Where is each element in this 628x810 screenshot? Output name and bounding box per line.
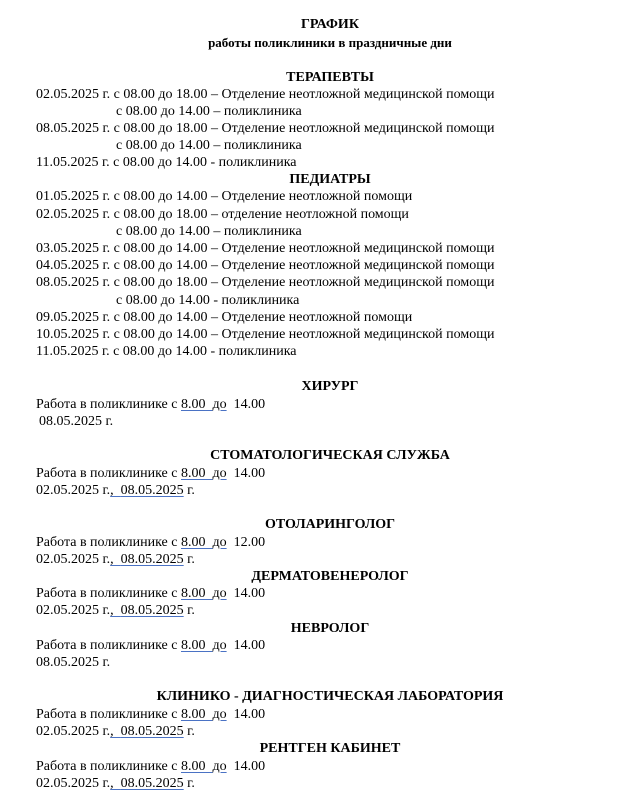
schedule-line: 02.05.2025 г. с 08.00 до 18.00 – отделение неотложной помощи — [36, 207, 409, 222]
work-hours-line — [36, 637, 265, 654]
work-date-first: 02.05.2025 г. — [36, 776, 111, 791]
work-time-range — [181, 638, 227, 653]
work-hours-line — [36, 534, 265, 551]
work-time-mid: до — [212, 638, 227, 653]
schedule-line: с 08.00 до 14.00 - поликлиника — [116, 293, 300, 308]
work-prefix: Работа в поликлинике с — [36, 759, 178, 774]
work-date-second: , 08.05.2025 — [110, 552, 184, 567]
work-time-range — [181, 707, 227, 722]
work-prefix: Работа в поликлинике с — [36, 586, 178, 601]
work-time-to: 14.00 — [233, 586, 266, 601]
work-time-mid: до — [212, 586, 227, 601]
schedule-line: с 08.00 до 14.00 – поликлиника — [116, 104, 302, 119]
work-time-from: 8.00 — [180, 466, 206, 481]
section-heading-therapists: ТЕРАПЕВТЫ — [286, 70, 374, 85]
work-prefix: Работа в поликлинике с — [36, 397, 178, 412]
schedule-line: 03.05.2025 г. с 08.00 до 14.00 – Отделение неотложной медицинской помощи — [36, 241, 495, 256]
schedule-line: с 08.00 до 14.00 – поликлиника — [116, 138, 302, 153]
work-date-second: , 08.05.2025 — [110, 483, 184, 498]
section-heading-surgeon: ХИРУРГ — [301, 379, 359, 394]
section-heading-neurologist: НЕВРОЛОГ — [290, 621, 370, 636]
section-heading-laboratory: КЛИНИКО - ДИАГНОСТИЧЕСКАЯ ЛАБОРАТОРИЯ — [156, 689, 504, 704]
work-time-range — [181, 397, 227, 412]
work-date-suffix: г. — [187, 603, 195, 618]
work-hours-line — [36, 465, 265, 482]
section-heading-pediatricians: ПЕДИАТРЫ — [289, 172, 371, 187]
schedule-line: 04.05.2025 г. с 08.00 до 14.00 – Отделение неотложной медицинской помощи — [36, 258, 495, 273]
schedule-line: 09.05.2025 г. с 08.00 до 14.00 – Отделение неотложной помощи — [36, 310, 413, 325]
schedule-line: 02.05.2025 г. с 08.00 до 18.00 – Отделение неотложной медицинской помощи — [36, 87, 495, 102]
work-dates-line — [36, 602, 195, 619]
work-time-to: 12.00 — [233, 535, 266, 550]
work-hours-line — [36, 396, 265, 413]
work-hours-line — [36, 585, 265, 602]
work-dates-line: 08.05.2025 г. — [36, 655, 111, 670]
work-time-from: 8.00 — [180, 586, 206, 601]
section-heading-dental: СТОМАТОЛОГИЧЕСКАЯ СЛУЖБА — [210, 448, 450, 463]
work-time-to: 14.00 — [233, 707, 266, 722]
schedule-line: с 08.00 до 14.00 – поликлиника — [116, 224, 302, 239]
work-date-suffix: г. — [187, 776, 195, 791]
work-date-first: 02.05.2025 г. — [36, 552, 111, 567]
work-time-from: 8.00 — [180, 638, 206, 653]
work-dates-line — [36, 775, 195, 792]
work-time-mid: до — [212, 466, 227, 481]
work-time-mid: до — [212, 535, 227, 550]
work-time-mid: до — [212, 397, 227, 412]
work-date-first: 02.05.2025 г. — [36, 483, 111, 498]
schedule-line: 10.05.2025 г. с 08.00 до 14.00 – Отделение неотложной медицинской помощи — [36, 327, 495, 342]
work-time-range — [181, 586, 227, 601]
work-date-suffix: г. — [187, 724, 195, 739]
work-prefix: Работа в поликлинике с — [36, 638, 178, 653]
work-dates-line — [36, 723, 195, 740]
work-dates-line: 08.05.2025 г. — [39, 414, 114, 429]
work-date-first: 02.05.2025 г. — [36, 603, 111, 618]
work-time-from: 8.00 — [180, 397, 206, 412]
work-time-range — [181, 466, 227, 481]
schedule-line: 11.05.2025 г. с 08.00 до 14.00 - поликлиника — [36, 155, 297, 170]
schedule-line: 11.05.2025 г. с 08.00 до 14.00 - поликлиника — [36, 344, 297, 359]
work-hours-line — [36, 706, 265, 723]
work-prefix: Работа в поликлинике с — [36, 535, 178, 550]
work-date-second: , 08.05.2025 — [110, 724, 184, 739]
work-prefix: Работа в поликлинике с — [36, 707, 178, 722]
work-time-range — [181, 535, 227, 550]
work-hours-line — [36, 758, 265, 775]
work-date-second: , 08.05.2025 — [110, 603, 184, 618]
work-time-to: 14.00 — [233, 397, 266, 412]
work-time-mid: до — [212, 707, 227, 722]
work-dates-line — [36, 482, 195, 499]
work-date-suffix: г. — [187, 552, 195, 567]
section-heading-ent: ОТОЛАРИНГОЛОГ — [264, 517, 396, 532]
work-time-range — [181, 759, 227, 774]
work-time-mid: до — [212, 759, 227, 774]
work-dates-line — [36, 551, 195, 568]
work-date-suffix: г. — [187, 483, 195, 498]
work-time-from: 8.00 — [180, 707, 206, 722]
document-subtitle: работы поликлиники в праздничные дни — [208, 35, 452, 50]
schedule-line: 08.05.2025 г. с 08.00 до 18.00 – Отделение неотложной медицинской помощи — [36, 121, 495, 136]
work-time-to: 14.00 — [233, 466, 266, 481]
work-time-from: 8.00 — [180, 535, 206, 550]
section-heading-dermatovenerologist: ДЕРМАТОВЕНЕРОЛОГ — [251, 569, 409, 584]
document-title: ГРАФИК — [301, 17, 359, 32]
work-date-first: 02.05.2025 г. — [36, 724, 111, 739]
work-date-second: , 08.05.2025 — [110, 776, 184, 791]
work-time-to: 14.00 — [233, 759, 266, 774]
schedule-line: 01.05.2025 г. с 08.00 до 14.00 – Отделение неотложной помощи — [36, 189, 413, 204]
work-time-to: 14.00 — [233, 638, 266, 653]
section-heading-xray: РЕНТГЕН КАБИНЕТ — [259, 741, 401, 756]
schedule-line: 08.05.2025 г. с 08.00 до 18.00 – Отделение неотложной медицинской помощи — [36, 275, 495, 290]
work-time-from: 8.00 — [180, 759, 206, 774]
work-prefix: Работа в поликлинике с — [36, 466, 178, 481]
